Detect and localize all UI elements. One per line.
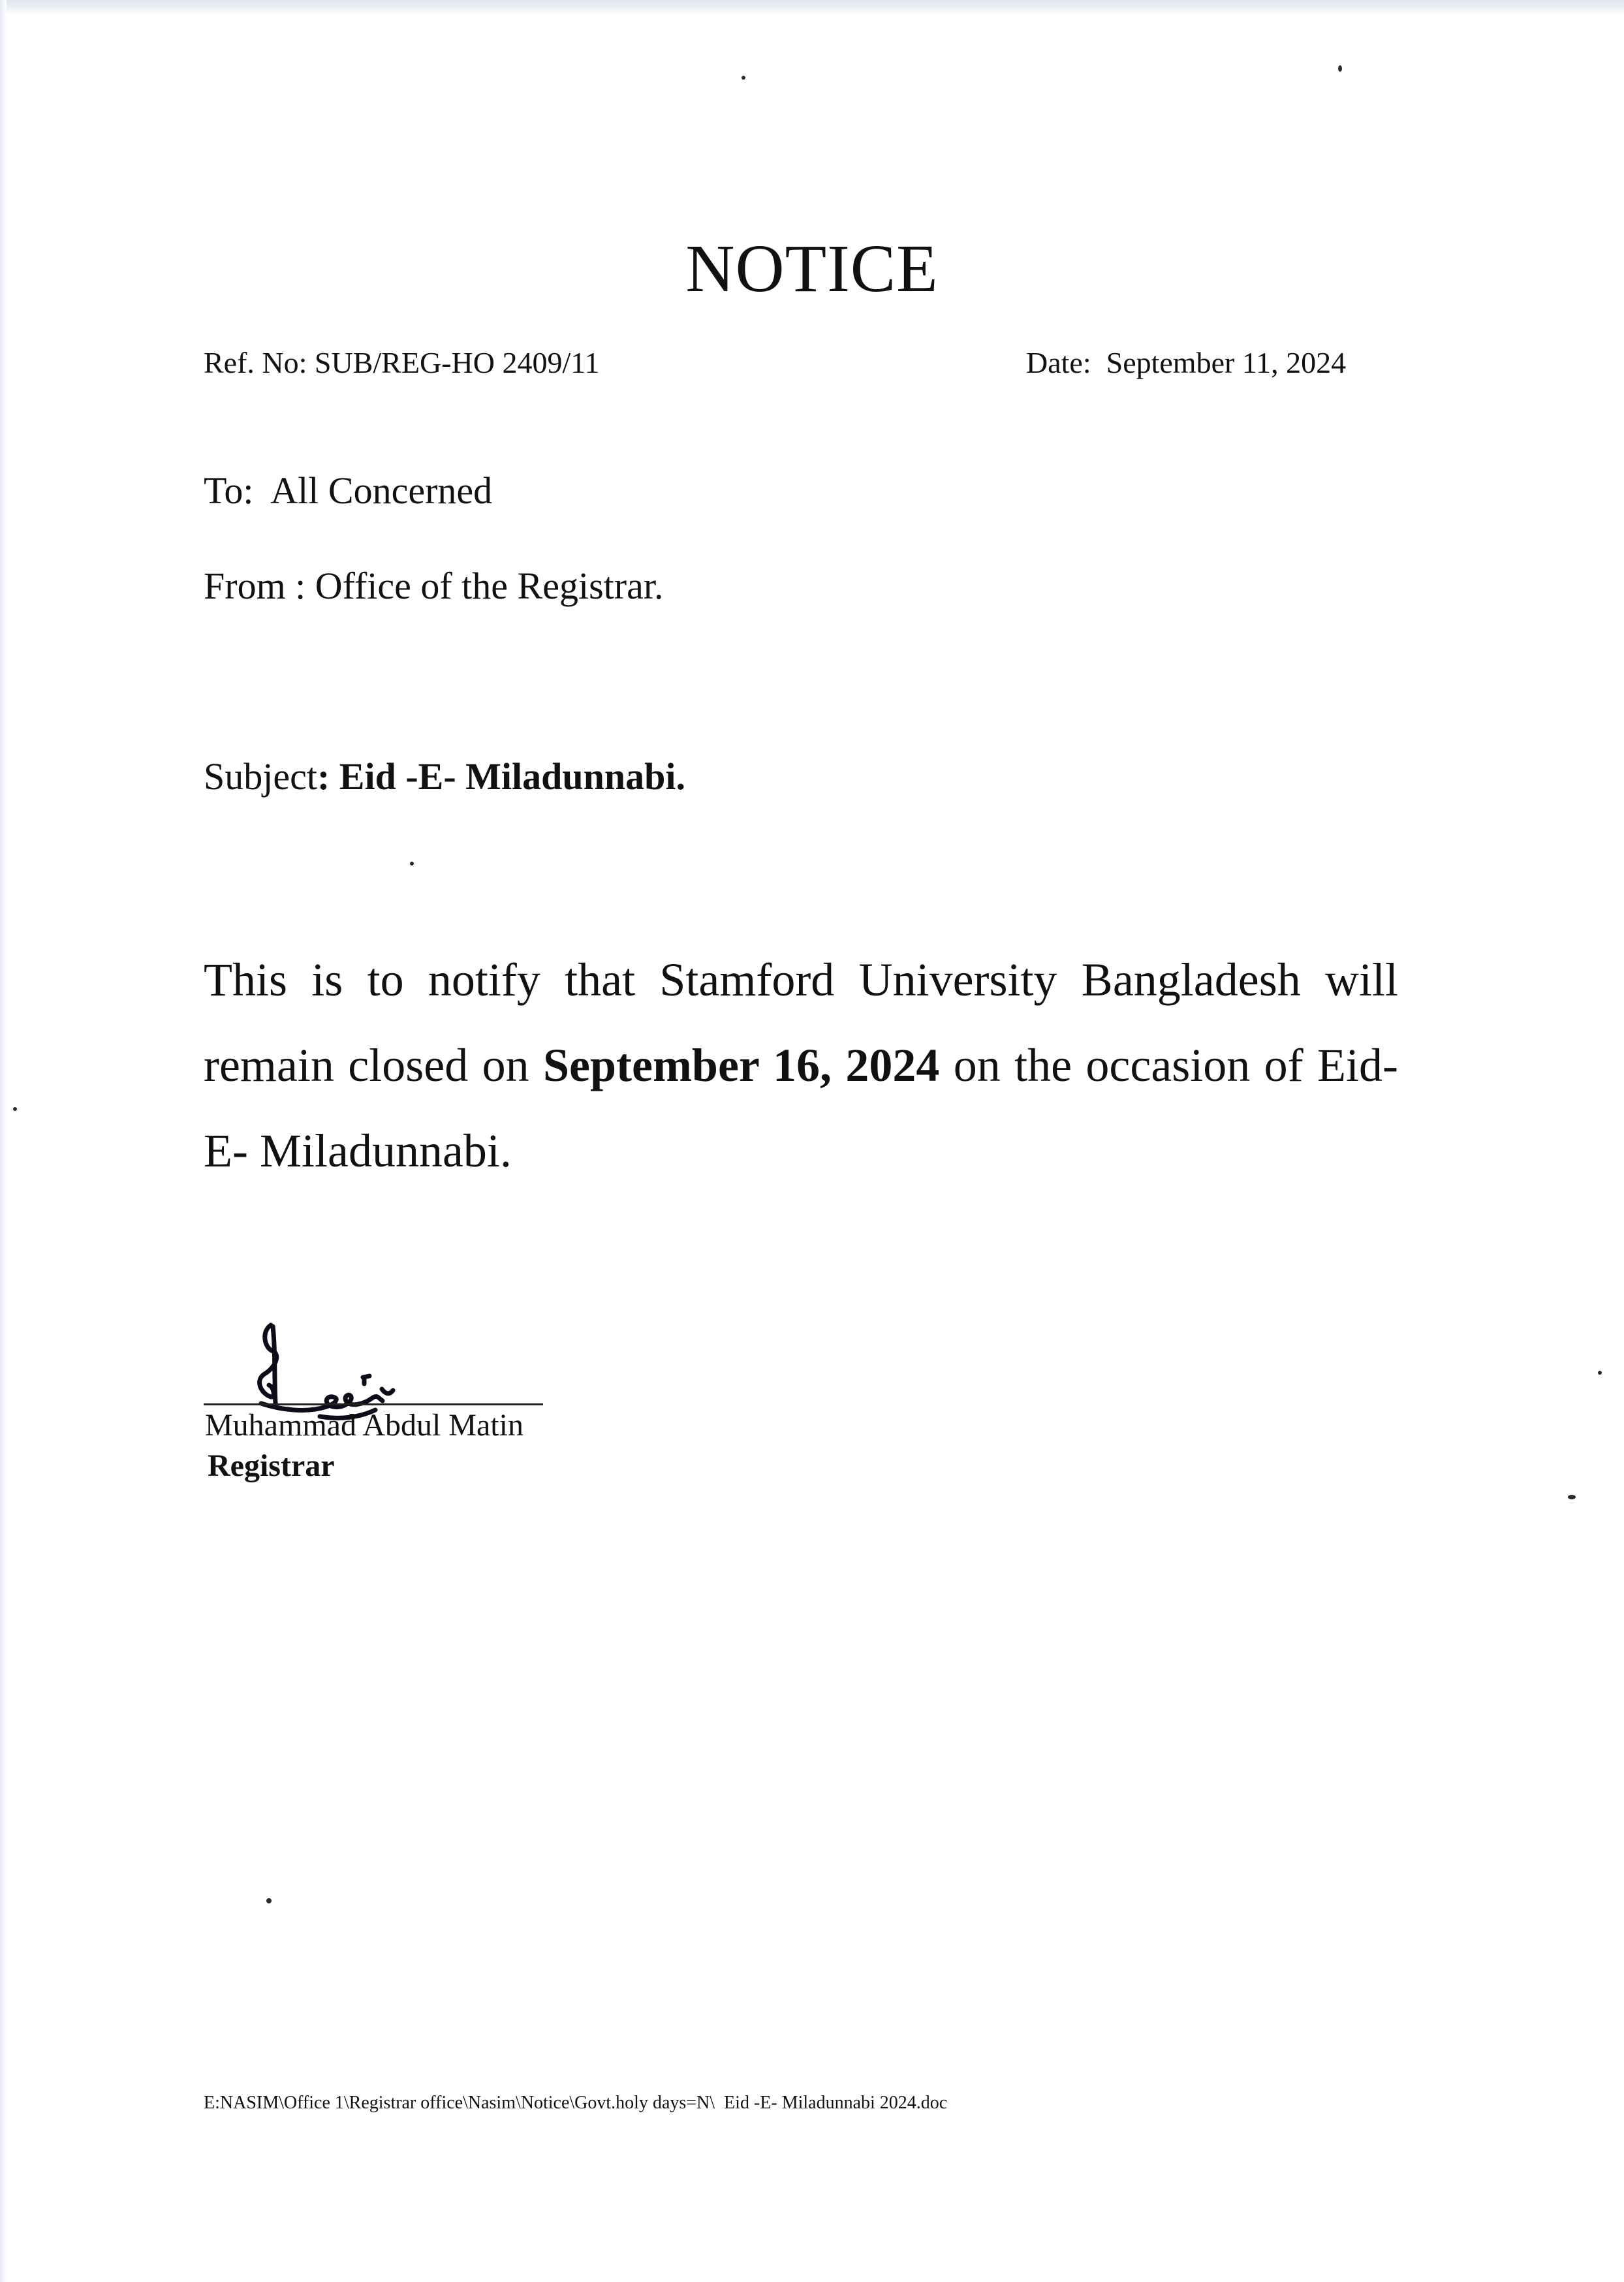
- reference-number: Ref. No: SUB/REG-HO 2409/11: [204, 346, 600, 379]
- scan-speck: [1598, 1371, 1602, 1375]
- scan-top-edge: [0, 0, 1624, 14]
- body-text-part2: on the occasion of Eid- E- Miladunnabi.: [204, 1039, 1398, 1177]
- scan-speck: [13, 1107, 17, 1111]
- closure-date: September 16, 2024: [542, 1039, 940, 1091]
- scan-speck: [266, 1898, 272, 1903]
- notice-date: Date: September 11, 2024: [1026, 346, 1347, 379]
- notice-title: NOTICE: [685, 231, 939, 306]
- recipient-line: To: All Concerned: [204, 469, 493, 512]
- document-file-path: E:NASIM\Office 1\Registrar office\Nasim\Notice\Govt.holy days=N\ Eid -E- Miladunnabi 2024.doc: [204, 2093, 948, 2113]
- scan-left-edge: [0, 0, 7, 2282]
- scan-speck: [410, 862, 414, 866]
- scan-speck: [1338, 65, 1342, 72]
- subject-line: [204, 753, 685, 800]
- subject-label: Subject: [204, 755, 317, 798]
- notice-body: [204, 937, 1398, 1194]
- scan-speck: [1568, 1495, 1576, 1499]
- signature-line: [204, 1403, 543, 1405]
- scan-speck: [742, 76, 745, 80]
- signer-title: Registrar: [208, 1448, 335, 1483]
- sender-line: From : Office of the Registrar.: [204, 565, 664, 607]
- body-text-part1: This is to notify that Stamford University Bangladesh will remain closed on: [204, 954, 1398, 1091]
- subject-value: : Eid -E- Miladunnabi.: [317, 755, 686, 798]
- signer-name: Muhammad Abdul Matin: [205, 1408, 523, 1443]
